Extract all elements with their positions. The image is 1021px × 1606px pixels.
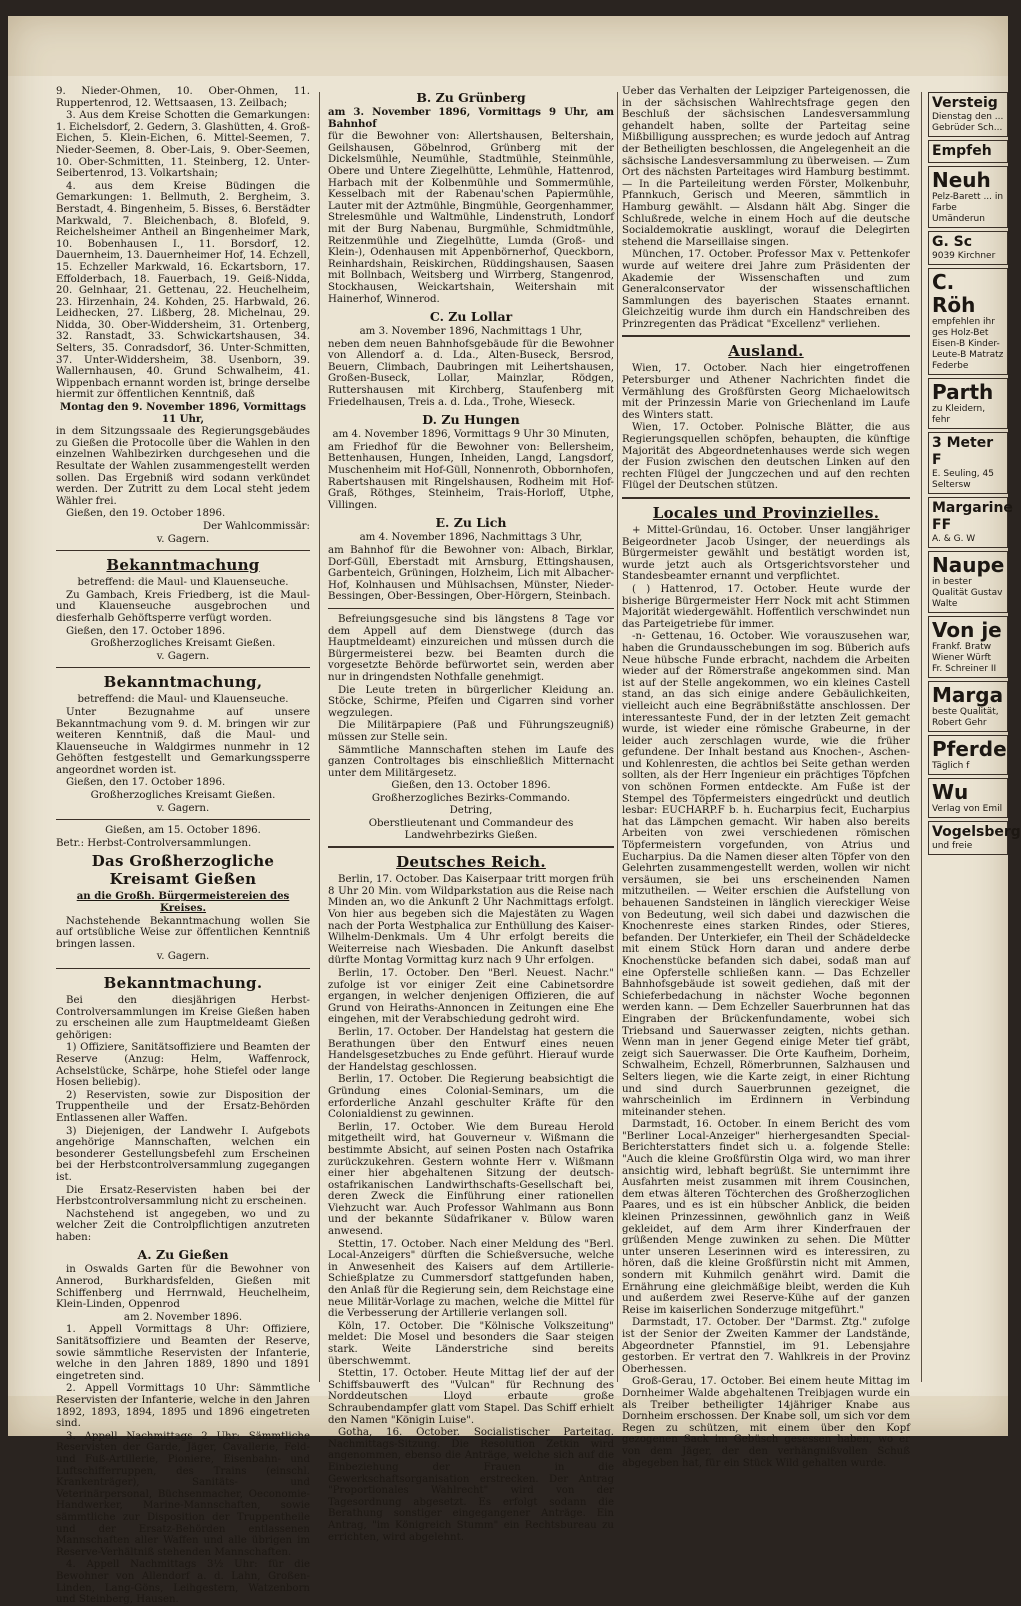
news-item: Berlin, 17. October. Das Kaiserpaar tritt morgen früh 8 Uhr 20 Min. vom Wildparkstation aus die Reise nach Minden an, wo die Ankunft 2 Uhr Nachmittags erfolgt. Von hier aus begeben sich die Majestäten zu Wagen nach der Porta Westphalica zur Enthüllung des Kaiser-Wilhelm-Denkmals. Um 4 Uhr erfolgt bereits die Weiterreise nach Wiesbaden. Die Ankunft daselbst dürfte Montag Vormittag kurz nach 9 Uhr erfolgen.: [328, 874, 614, 967]
divider: [622, 335, 910, 337]
office-name: Großherzogliches Bezirks-Commando.: [371, 792, 571, 804]
list-item: 2. Appell Vormittags 10 Uhr: Sämmtliche Reservisten der Infanterie, welche in den Jahren 1892, 1893, 1894, 1895 und 1896 eingetreten sind.: [56, 1383, 310, 1430]
ad-text: empfehlen ihr ges Holz-Bet Eisen-B Kinder- Leute-B Matratz Federbe: [932, 317, 1004, 371]
ad-text: zu Kleidern, fehr: [932, 404, 986, 425]
news-item: Wien, 17. October. Polnische Blätter, die aus Regierungsquellen schöpfen, behaupten, die künftige Majorität des Abgeordnetenhauses werde sich wegen der Fusion zwischen den deutschen Linken auf den rechten Flügel der Jungczechen und auf den rechten Flügel der Deutschen stützen.: [622, 422, 910, 492]
advertisement: [928, 681, 1008, 732]
list-item: 1. Appell Vormittags 8 Uhr: Offiziere, Sanitätsoffiziere und Beamten der Reserve, sowie sämmtliche Reservisten der Infanterie, welche in den Jahren 1889, 1890 und 1891 eingetreten sind.: [56, 1324, 310, 1382]
ad-headline: Vogelsberg: [932, 824, 1021, 840]
paragraph: Befreiungsgesuche sind bis längstens 8 Tage vor dem Appell auf dem Dienstwege (durch das Hauptmeldeamt) einzureichen und müssen durch die Bürgermeisterei bezw. bei Beamten durch die vorgesetzte Behörde befürwortet sein, werden aber nur in dringendsten Nothfalle genehmigt.: [328, 613, 614, 683]
news-item: Gotha, 16. October. Socialistischer Parteitag. Nachmittags-Sitzung. Die Resolution Zetkin wird angenommen, ebenso die Anträge, welche sich auf die Einbeziehung der Frauen in die Gewerkschaftsorganisation erstrecken. Der Antrag "Proportionales Wahlrecht" wird von der Tagesordnung abgesetzt. Es erfolgt sodann die Berathung sonstiger eingegangener Anträge. Ein Antrag, "im Königreich Stumm" ein Rechtsbureau zu errichten, wird abgelehnt.: [328, 1427, 614, 1543]
column-1: [56, 86, 310, 1606]
paragraph: Sämmtliche Mannschaften stehen im Laufe des ganzen Controltages bis einschließlich Mitternacht unter dem Militärgesetz.: [328, 744, 614, 779]
paragraph: Nachstehend ist angegeben, wo und zu welcher Zeit die Controlpflichtigen anzutreten haben:: [56, 1208, 310, 1243]
dateline: am 3. November 1896, Nachmittags 1 Uhr,: [359, 326, 583, 338]
news-item: Köln, 17. October. Die "Kölnische Volkszeitung" meldet: Die Mosel und besonders die Saar steigen stark. Weite Länderstriche sind bereits überschwemmt.: [328, 1320, 614, 1367]
advertisement: [928, 735, 1008, 775]
notice-subject: betreffend: die Maul- und Klauenseuche.: [77, 694, 289, 706]
ad-text: E. Seuling, 45 Seltersw: [932, 469, 994, 490]
divider: [56, 667, 310, 668]
advertisement-strip: [928, 92, 1021, 1422]
signature: v. Gagern.: [156, 650, 210, 662]
ad-headline: Wu: [932, 780, 969, 804]
column-rule: [617, 92, 618, 1382]
section-heading: Locales und Provinzielles.: [652, 504, 880, 522]
news-item: Berlin, 17. October. Die Regierung beabsichtigt die Gründung eines Colonial-Seminars, um die erforderliche Anzahl geschulter Kräfte für den Colonialdienst zu gewinnen.: [328, 1074, 614, 1121]
paragraph: in Oswalds Garten für die Bewohner von Annerod, Burkhardsfelden, Gießen mit Schiffenberg und Herrnwald, Heuchelheim, Klein-Linden, Oppenrod: [56, 1264, 310, 1311]
ad-text: Frankf. Bratw Wiener Würft Fr. Schreiner II: [932, 642, 997, 674]
advertisement: [928, 92, 1008, 137]
news-item: Berlin, 17. October. Der Handelstag hat gestern die Berathungen über den Entwurf eines neuen Handelsgesetzbuches zu Ende geführt. Hierauf wurde der Handelstag geschlossen.: [328, 1026, 614, 1073]
list-item: 4. Appell Nachmittags 3½ Uhr: für die Bewohner von Allendorf a. d. Lahn, Großen-Linden, Lang-Göns, Leihgestern, Watzenborn und Steinberg, Hausen.: [56, 1559, 310, 1606]
notice-recipient: an die Großh. Bürgermeistereien des Kreises.: [76, 890, 290, 915]
dateline: Gießen, den 17. October 1896.: [66, 625, 226, 637]
ad-headline: Von je: [932, 618, 1002, 642]
column-3: [622, 86, 910, 1469]
signature: v. Gagern.: [156, 802, 210, 814]
news-item: München, 17. October. Professor Max v. Pettenkofer wurde auf weitere drei Jahre zum Präsidenten der Akademie der Wissenschaften und zum Generalconservator der wissenschaftlichen Sammlungen des bayerischen Staates ernannt. Gleichzeitig wurde ihm durch ein Handschreiben des Prinzregenten das Prädicat "Excellenz" verliehen.: [622, 249, 910, 330]
dateline: Gießen, am 15. October 1896.: [105, 825, 261, 837]
section-heading: B. Zu Grünberg: [416, 90, 526, 105]
ad-text: beste Qualität, Robert Gehr: [932, 707, 999, 728]
column-rule: [921, 92, 922, 1382]
advertisement: [928, 821, 1021, 855]
ad-headline: Parth: [932, 380, 994, 404]
advertisement: [928, 378, 1008, 429]
dateline: Gießen, den 19. October 1896.: [66, 508, 226, 520]
notice-heading: Das Großherzogliche Kreisamt Gießen: [91, 852, 275, 889]
news-item: Berlin, 17. October. Den "Berl. Neuest. Nachr." zufolge ist vor einiger Zeit eine Cabinetsordre ergangen, in welcher denjenigen Offizieren, die auf Grund von Heiraths-Annoncen in Zeitungen eine Ehe eingehen, mit der Verabschiedung gedroht wird.: [328, 968, 614, 1026]
advertisement: [928, 616, 1008, 678]
signature: v. Gagern.: [156, 533, 210, 545]
paragraph: am Bahnhof für die Bewohner von: Albach, Birklar, Dorf-Güll, Eberstadt mit Arnsburg, Ettingshausen, Garbenteich, Grüningen, Holzheim, Lich mit Albacher-Hof, Kolnhausen und Mühlsachsen, Münster, Nieder-Bessingen, Ober-Bessingen, Ober-Hörgern, Steinbach.: [328, 545, 614, 603]
ad-headline: Pferde: [932, 737, 1007, 761]
news-item: ( ) Hattenrod, 17. October. Heute wurde der bisherige Bürgermeister Herr Nock mit acht Stimmen Majorität wiedergewählt. Hoffentlich verschwindet nun das Parteigetriebe für immer.: [622, 583, 910, 630]
paragraph: Bei den diesjährigen Herbst-Controlversammlungen im Kreise Gießen haben zu erscheinen alle zum Hauptmeldeamt Gießen gehörigen:: [56, 995, 310, 1041]
advertisement: [928, 231, 1008, 265]
section-heading: Ausland.: [728, 342, 804, 361]
news-item: -n- Gettenau, 16. October. Wie vorauszusehen war, haben die Grundausschebungen im sog. Büberich aufs Neue hübsche Funde erbracht, nachdem die Arbeiten wieder auf der Römerstraße angekommen sind. Man ist auf der Stelle angekommen, wo ein kleines Castell stand, an das sich einige andere Gebäulichkeiten, vielleicht auch eine Begräbnißstätte anschlossen. Der interessanteste Fund, der in der letzten Zeit gemacht wurde, ist wieder eine römische Grabeurne, in der leider auch zerschlagen wurde, wie die früher gefundene. Der Inhalt bestand aus Knochen-, Aschen- und Kohlenresten, die achtlos bei Seite gethan werden sollten, als der Herr Ingenieur ein prächtiges Töpfchen von schönen Formen entdeckte. Am Fuße ist der Stempel des Töpfermeisters eingedrückt und deutlich lesbar: EUCHARP.F b. h. Eucharpius fecit, Eucharpius hat das Lämpchen gemacht. Wir haben also bereits Arbeiten von zwei verschiedenen römischen Töpfermeistern vorgefunden, von Atrius und Eucharpius. Da die Namen dieser alten Töpfer von den Gelehrten zusammengestellt werden, wollen wir nicht versäumen, sie bei uns erscheinenden Namen mitzutheilen. — Weiter erschien die Aufstellung von behauenen Sandsteinen in länglich viereckiger Weise von Bedeutung, weil sich dabei und dazwischen die Knochenreste eines starken Rindes, oder Stieres, befanden. Der Unterkiefer, ein Theil der Schädeldecke mit einem Stück Horn daran und andere derbe Knochenstücke befanden sich dabei, sodaß man auf eine Opferstelle schließen kann. — Das Echzeller Bahnhofsgebäude ist soweit gediehen, daß mit der Schieferbedachung in nächster Woche begonnen werden kann. — Dem Echzeller Sauerbrunnen hat das Eingraben der Brückenfundamente, wobei sich Triebsand und Sauerwasser zeigten, nichts gethan. Wenn man in jener Gegend einige Meter tief gräbt, zeigt sich Sauerwasser. Die Orte Kaufheim, Dorheim, Schwalheim, Echzell, Römerbrunnen, Salzhausen und Selters liegen, wie die Karte zeigt, in einer Richtung und sind durch Sauerbrunnen gezeignet, die wahrscheinlich im Erdinnern in Verbindung miteinander stehen.: [622, 631, 910, 1118]
column-2: [328, 86, 614, 1543]
ad-headline: Versteig: [932, 95, 998, 111]
advertisement: [928, 497, 1013, 548]
paragraph: 3. Aus dem Kreise Schotten die Gemarkungen: 1. Eichelsdorf, 2. Gedern, 3. Glashütten, 4. Groß-Eichen, 5. Klein-Eichen, 6. Mittel-Seemen, 7. Nieder-Seemen, 8. Ober-Lais, 9. Ober-Seemen, 10. Ober-Schmitten, 11. Steinberg, 12. Unter-Seibertenrod, 13. Volkartshain;: [56, 110, 310, 180]
divider: [622, 497, 910, 499]
office-name: Großherzogliches Kreisamt Gießen.: [90, 790, 276, 802]
section-heading: A. Zu Gießen: [137, 1247, 229, 1263]
notice-subject: betreffend: die Maul- und Klauenseuche.: [77, 577, 289, 589]
notice-heading: Bekanntmachung: [106, 556, 260, 575]
section-heading: D. Zu Hungen: [422, 412, 520, 428]
news-item: Wien, 17. October. Nach hier eingetroffenen Petersburger und Athener Nachrichten findet die Vermählung des Großfürsten Georg Michaelowitsch mit der Prinzessin Marie von Griechenland im Laufe des Winters statt.: [622, 363, 910, 421]
news-item: Berlin, 17. October. Wie dem Bureau Herold mitgetheilt wird, hat Gouverneur v. Wißmann die bestimmte Absicht, auf seinen Posten nach Ostafrika zurückzukehren. Gestern wohnte Herr v. Wißmann einer hier abgehaltenen Sitzung der deutsch-ostafrikanischen Landwirthschafts-Gesellschaft bei, deren Zweck die Einführung einer rationellen Viehzucht war. Auch Professor Wahlmann aus Bonn und der bekannte Südafrikaner v. Bülow waren anwesend.: [328, 1121, 614, 1238]
advertisement: [928, 432, 1008, 494]
ad-headline: C. Röh: [932, 270, 976, 317]
list-item: 1) Offiziere, Sanitätsoffiziere und Beamten der Reserve (Anzug: Helm, Waffenrock, Achselstücke, Schärpe, hohe Stiefel oder lange Hosen beliebig).: [56, 1042, 310, 1089]
paragraph: Die Militärpapiere (Paß und Führungszeugniß) müssen zur Stelle sein.: [328, 720, 614, 743]
column-rule: [319, 92, 320, 1382]
paragraph: Die Ersatz-Reservisten haben bei der Herbstcontrolversammlung nicht zu erscheinen.: [56, 1184, 310, 1208]
news-item: Darmstadt, 16. October. In einem Bericht des vom "Berliner Local-Anzeiger" hierhergesandten Special-Berichterstatters findet sich u. a. folgende Stelle: "Auch die kleine Großfürstin Olga wird, wo man ihrer ansichtig wird, lebhaft begrüßt. Sie unternimmt ihre Ausfahrten meist zusammen mit ihrem Cousinchen, dem etwas älteren Töchterchen des Großherzoglichen Paares, und es ist ein hübscher Anblick, die beiden kleinen Prinzessinnen, gewöhnlich ganz in Weiß gekleidet, auf dem Arm ihrer Kinderfrauen der grüßenden Menge zuwinken zu sehen. Die Mütter unter unseren Leserinnen wird es interessiren, zu hören, daß die kleine Großfürstin nicht mit Ammen, sondern mit Kuhmilch genährt wird. Damit die Ernährung eine gleichmäßige bleibt, werden die Kuh und außerdem zwei Reserve-Kühe auf der ganzen Reise im kaiserlichen Sonderzuge mitgeführt.": [622, 1119, 910, 1316]
paragraph: neben dem neuen Bahnhofsgebäude für die Bewohner von Allendorf a. d. Lda., Alten-Buseck, Bersrod, Beuern, Climbach, Daubringen mit Leihertshausen, Großen-Buseck, Lollar, Mainzlar, Rödgen, Ruttershausen mit Kirchberg, Staufenberg mit Friedelhausen, Treis a. d. Lda., Trohe, Wieseck.: [328, 338, 614, 408]
dateline: am 4. November 1896, Nachmittags 3 Uhr,: [359, 532, 583, 544]
paragraph: Zu Gambach, Kreis Friedberg, ist die Maul- und Klauenseuche ausgebrochen und diesferhalb Gehöftsperre verfügt worden.: [56, 589, 310, 624]
signature: v. Gagern.: [156, 951, 210, 963]
paragraph: 4. aus dem Kreise Büdingen die Gemarkungen: 1. Bellmuth, 2. Bergheim, 3. Berstadt, 4. Bingenheim, 5. Bisses, 6. Berstädter Markwald, 7. Bleichenbach, 8. Blofeld, 9. Reichelsheimer Antheil an Bingenheimer Mark, 10. Bobenhausen I., 11. Borsdorf, 12. Dauernheim, 13. Dauernheimer Hof, 14. Echzell, 15. Echzeller Markwald, 16. Eckartsborn, 17. Effolderbach, 18. Fauerbach, 19. Geiß-Nidda, 20. Gelnhaar, 21. Gettenau, 22. Heuchelheim, 23. Hirzenhain, 24. Kohden, 25. Harbwald, 26. Leidhecken, 27. Lißberg, 28. Michelnau, 29. Nidda, 30. Ober-Widdersheim, 31. Ortenberg, 32. Ranstadt, 33. Schwickartshausen, 34. Selters, 35. Conradsdorf, 36. Unter-Schmitten, 37. Unter-Widdersheim, 38. Usenborn, 39. Wallernhausen, 40. Grund Schwalheim, 41. Wippenbach ernannt worden ist, bringe derselbe hiermit zur öffentlichen Kenntniß, daß: [56, 180, 310, 401]
paragraph: 9. Nieder-Ohmen, 10. Ober-Ohmen, 11. Ruppertenrod, 12. Wettsaasen, 13. Zeilbach;: [56, 86, 310, 109]
ad-headline: Neuh: [932, 168, 991, 192]
ad-text: 9039 Kirchner: [932, 251, 996, 261]
paragraph: Nachstehende Bekanntmachung wollen Sie auf ortsübliche Weise zur öffentlichen Kenntniß bringen lassen.: [56, 915, 310, 950]
paragraph: Die Leute treten in bürgerlicher Kleidung an. Stöcke, Schirme, Pfeifen und Cigarren sind vorher wegzulegen.: [328, 684, 614, 719]
ad-text: in bester Qualität Gustav Walte: [932, 577, 1003, 609]
ad-text: Verlag von Emil: [932, 804, 1003, 814]
meeting-date: Montag den 9. November 1896, Vormittags 11 Uhr,: [59, 401, 307, 425]
news-item: Groß-Gerau, 17. October. Bei einem heute Mittag im Dornheimer Walde abgehaltenen Treibjagen wurde ein als Treiber betheiligter 14jähriger Knabe aus Dornheim erschossen. Der Knabe soll, um sich vor dem Regen zu schützen, mit einem über den Kopf gezogenen Sack im Gebüsch gesessen haben, wo er von dem Jäger, der den verhängnißvollen Schuß abgegeben hat, für ein Stück Wild gehalten wurde.: [622, 1376, 910, 1469]
ad-headline: G. Sc: [932, 234, 973, 250]
ad-text: Pelz-Barett ... in Farbe Umänderun: [932, 192, 1004, 224]
divider: [328, 846, 614, 848]
dateline: Gießen, den 17. October 1896.: [66, 777, 226, 789]
ad-text: A. & G. W: [932, 534, 976, 544]
signature: Detring,: [449, 805, 493, 817]
list-item: 3) Diejenigen, der Landwehr I. Aufgebots angehörige Mannschaften, welchen ein besonderer Gestellungsbefehl zum Erscheinen bei der Herbstcontrolversammlung zugegangen ist.: [56, 1125, 310, 1183]
dateline: am 2. November 1896.: [123, 1311, 243, 1323]
list-item: 2) Reservisten, sowie zur Disposition der Truppentheile und der Ersatz-Behörden Entlassenen aller Waffen.: [56, 1089, 310, 1124]
dateline: am 3. November 1896, Vormittags 9 Uhr, am Bahnhof: [328, 106, 614, 130]
ad-text: und freie: [932, 841, 973, 851]
office-name: Großherzogliches Kreisamt Gießen.: [90, 638, 276, 650]
news-item: + Mittel-Gründau, 16. October. Unser langjähriger Beigeordneter Jacob Usinger, der neuerdings als Bürgermeister gewählt und bestätigt worden ist, wurde jetzt auch als Ortsgerichtsvorsteher und Standesbeamter ernannt und verpflichtet.: [622, 525, 910, 583]
signature-title: Der Wahlcommissär:: [202, 520, 310, 532]
news-item: Darmstadt, 17. October. Der "Darmst. Ztg." zufolge ist der Senior der Zweiten Kammer der Landstände, Abgeordneter Pfannstiel, im 91. Lebensjahre gestorben. Er vertrat den 7. Wahlkreis in der Provinz Oberhessen.: [622, 1317, 910, 1375]
advertisement: [928, 551, 1008, 613]
dateline: Gießen, den 13. October 1896.: [391, 780, 551, 792]
advertisement: [928, 778, 1008, 818]
signature-title: Oberstlieutenant und Commandeur des Landwehrbezirks Gießen.: [368, 818, 574, 841]
paragraph: in dem Sitzungssaale des Regierungsgebäudes zu Gießen die Protocolle über die Wahlen in den einzelnen Wahlbezirken durchgesehen und die Resultate der Wahlen zusammengestellt werden sollen. Das Ergebniß wird sodann verkündet werden. Der Zutritt zu dem Local steht jedem Wähler frei.: [56, 426, 310, 507]
list-item: 3. Appell Nachmittags 2 Uhr: Sämmtliche Reservisten der Garde, Jäger, Cavallerie, Feld- und Fuß-Artillerie, Pioniere, Eisenbahn- und Luftschifferruppen, des Trains (einschl. Krankenträger), Sanitäts- und Veterinärpersonal, Büchsenmacher, Oeconomie-Handwerker, Marine-Mannschaften, sowie sämmtliche zur Disposition der Truppentheile und der Ersatz-Behörden entlassenen Mannschaften aller Waffen und alle übrigen im Reserve-Verhältniß stehenden Mannschaften.: [56, 1430, 310, 1558]
section-heading: C. Zu Lollar: [429, 309, 513, 325]
divider: [56, 819, 310, 820]
advertisement: [928, 140, 1008, 163]
section-heading: Deutsches Reich.: [396, 853, 546, 872]
divider: [56, 550, 310, 551]
ad-headline: 3 Meter F: [932, 435, 994, 468]
ad-headline: Marga: [932, 683, 1004, 707]
notice-heading: Bekanntmachung,: [103, 673, 263, 692]
ad-text: Dienstag den ... Gebrüder Sch...: [932, 112, 1004, 133]
paper-stain: [8, 16, 1008, 76]
divider: [328, 608, 614, 609]
notice-heading: Bekanntmachung.: [103, 974, 263, 992]
news-item: Stettin, 17. October. Nach einer Meldung des "Berl. Local-Anzeigers" dürften die Schießversuche, welche in Anwesenheit des Kaisers auf dem Artillerie-Schießplatze zu Cummersdorf stattgefunden haben, den Anlaß für die Regierung sein, dem Reichstage eine neue Militär-Vorlage zu machen, welche die Mittel für die Verbesserung der Artillerie verlangen soll.: [328, 1238, 614, 1320]
ad-headline: Margarine FF: [932, 500, 1013, 533]
paragraph: Unter Bezugnahme auf unsere Bekanntmachung vom 9. d. M. bringen wir zur weiteren Kenntniß, daß die Maul- und Klauenseuche in Waldgirmes nunmehr in 12 Gehöften festgestellt und Gemarkungssperre angeordnet worden ist.: [56, 706, 310, 776]
divider: [56, 968, 310, 969]
paragraph: für die Bewohner von: Allertshausen, Beltershain, Geilshausen, Göbelnrod, Grünberg mit der Dickelsmühle, Neumühle, Stadtmühle, Steinmühle, Obere und Untere Ziegelhütte, Lehmühle, Hattenrod, Harbach mit der Kolbenmühle und Sommermühle, Kesselbach mit der Rabenau'schen Papiermühle, Lauter mit der Aztmühle, Bingmühle, Georgenhammer, Strelesmühle und Waltmühle, Lindenstruth, Londorf mit der Burg Nabenau, Burgmühle, Schmidtmühle, Reitzenmühle und Ziegelhütte, Lumda (Groß- und Klein-), Odenhausen mit Appenbörnerhof, Queckborn, Reinhardshain, Reiskirchen, Rüddingshausen, Saasen mit Bollnbach, Weitsberg und Wirrberg, Stangenrod, Stockhausen, Weickartshain, Weitershain mit Hainerhof, Winnerod.: [328, 131, 614, 305]
news-item: Stettin, 17. October. Heute Mittag lief der auf der Schiffsbauwerft des "Vulcan" für Rechnung des Norddeutschen Lloyd erbaute große Schraubendampfer glatt vom Stapel. Das Schiff erhielt den Namen "Königin Luise".: [328, 1368, 614, 1426]
section-heading: E. Zu Lich: [435, 515, 507, 531]
notice-subject: Betr.: Herbst-Controlversammlungen.: [56, 837, 252, 849]
ad-text: Täglich f: [932, 761, 970, 771]
advertisement: [928, 268, 1008, 375]
advertisement: [928, 166, 1008, 228]
dateline: am 4. November 1896, Vormittags 9 Uhr 30 Minuten,: [332, 429, 610, 441]
ad-headline: Empfeh: [932, 143, 992, 159]
paragraph: am Friedhof für die Bewohner von: Bellersheim, Bettenhausen, Hungen, Inheiden, Langd, Langsdorf, Muschenheim mit Hof-Güll, Nonnenroth, Obbornhofen, Rabertshausen mit Ringelshausen, Rodheim mit Hof-Graß, Röthges, Steinheim, Trais-Horloff, Utphe, Villingen.: [328, 441, 614, 511]
ad-headline: Naupe: [932, 553, 1005, 577]
paragraph: Ueber das Verhalten der Leipziger Parteigenossen, die in der sächsischen Wahlrechtsfrage gegen den Beschluß der sächsischen Landesversammlung gehandelt haben, sollte der Parteitag seine Mißbilligung aussprechen; es wurde jedoch auf Antrag der Betheiligten beschlossen, die Angelegenheit an die sächsische Landesversammlung zu überweisen. — Zum Ort des nächsten Parteitages wird Hamburg bestimmt. — In die Parteileitung werden Förster, Molkenbuhr, Pfannkuch, Gerisch und Meeren, sämmtlich in Hamburg gewählt. — Alsdann hält Abg. Singer die Schlußrede, welche in einem Hoch auf die deutsche Socialdemokratie ausklingt, worauf die Delegirten stehend die Marseillaise singen.: [622, 86, 910, 248]
